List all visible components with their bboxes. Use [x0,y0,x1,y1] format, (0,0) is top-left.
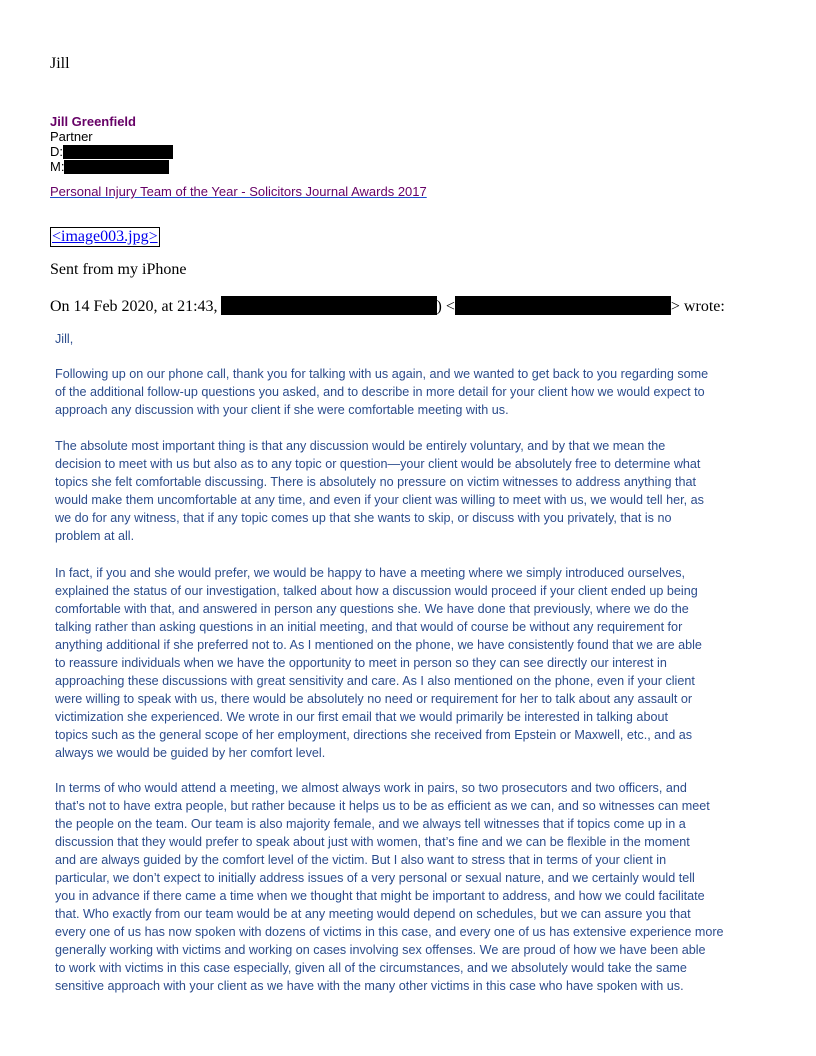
award-link[interactable]: Personal Injury Team of the Year - Solicitors Journal Awards 2017 [50,184,427,199]
paragraph-line: would make them uncomfortable at any time, and even if your client was willing to meet with us, we would tell her, as [55,493,704,507]
direct-label: D: [50,144,63,159]
paragraph-line: talking rather than asking questions in an initial meeting, and that would of course be without any requirement for [55,620,683,634]
paragraph-line: of the additional follow-up questions you asked, and to describe in more detail for your client how we would expect to [55,385,705,399]
paragraph-line: you in advance if there came a time when we thought that might be important to address, and how we could facilitate [55,889,705,903]
paragraph-line: problem at all. [55,529,135,543]
paragraph-line: that. Who exactly from our team would be at any meeting would depend on schedules, but we can assure you that [55,907,691,921]
email-greeting: Jill, [55,332,74,346]
email-paragraph [55,779,724,995]
signature-direct-line [50,144,173,159]
paragraph-line: generally working with victims and working on cases involving sex offenses. We are proud of how we have been able [55,943,706,957]
paragraph-line: and are always guided by the comfort level of the victim. But I also want to stress that in terms of your client in [55,853,667,867]
email-paragraph [55,564,702,762]
email-paragraph [55,437,704,545]
paragraph-line: that’s not to have extra people, but rather because it helps us to be as efficient as we can, and so witnesses can meet [55,799,710,813]
quote-header-prefix: On 14 Feb 2020, at 21:43, [50,298,218,315]
paragraph-line: every one of us has now spoken with dozens of victims in this case, and every one of us has extensive experience more [55,925,724,939]
paragraph-line: sensitive approach with your client as we have with the many other victims in this case who have spoken with us. [55,979,684,993]
quote-header [50,296,725,316]
paragraph-line: the people on the team. Our team is also majority female, and we always tell witnesses that if topics come up in a [55,817,686,831]
paragraph-line: approach any discussion with your client if she were comfortable meeting with us. [55,403,509,417]
paragraph-line: explained the status of our investigation, talked about how a discussion would proceed if your client ended up being [55,584,698,598]
paragraph-line: approaching these discussions with great sensitivity and care. As I also mentioned on the phone, even if your client [55,674,695,688]
email-paragraph [55,365,708,419]
paragraph-line: we do for any witness, that if any topic comes up that she wants to skip, or discuss with you privately, that is no [55,511,672,525]
redaction-box [63,145,173,159]
paragraph-line: comfortable with that, and answered in person any questions she. We have done that previously, where we do the [55,602,689,616]
paragraph-line: always we would be guided by her comfort level. [55,746,326,760]
paragraph-line: were willing to speak with us, there would be absolutely no need or requirement for her to talk about any assault or [55,692,693,706]
paragraph-line: topics such as the general scope of her employment, directions she received from Epstein or Maxwell, etc., and as [55,728,692,742]
paragraph-line: In fact, if you and she would prefer, we would be happy to have a meeting where we simply introduced ourselves, [55,566,686,580]
signature-name: Jill Greenfield [50,114,136,129]
paragraph-line: particular, we don’t expect to initially address issues of a very personal or sexual nature, and we certainly would tell [55,871,695,885]
image-attachment-link[interactable]: <image003.jpg> [52,228,158,245]
reply-text: Jill [50,55,70,72]
redaction-box [64,160,169,174]
email-signature [50,114,173,174]
redaction-box [455,296,671,315]
mobile-label: M: [50,159,65,174]
paragraph-line: The absolute most important thing is that any discussion would be entirely voluntary, and by that we mean the [55,439,666,453]
paragraph-line: anything additional if she preferred not to. As I mentioned on the phone, we have consistently found that we are able [55,638,702,652]
signature-mobile-line [50,159,173,174]
paragraph-line: victimization she experienced. We wrote in our first email that we would primarily be interested in talking about [55,710,668,724]
paragraph-line: discussion that they would prefer to speak about just with women, that’s fine and we can be flexible in the moment [55,835,690,849]
paragraph-line: to reassure individuals when we have the opportunity to meet in person so they can see directly our interest in [55,656,667,670]
paragraph-line: In terms of who would attend a meeting, we almost always work in pairs, so two prosecutors and two officers, and [55,781,687,795]
paragraph-line: Following up on our phone call, thank you for talking with us again, and we wanted to get back to you regarding some [55,367,709,381]
paragraph-line: topics she felt comfortable discussing. There is absolutely no pressure on victim witnesses to address anything that [55,475,696,489]
paragraph-line: decision to meet with us but also as to any topic or question—your client would be absolutely free to determine what [55,457,701,471]
signature-title: Partner [50,129,93,144]
quote-header-suffix: > wrote: [670,298,725,315]
sent-from-text: Sent from my iPhone [50,261,187,278]
quote-header-mid: ) < [436,298,455,315]
redaction-box [221,296,437,315]
paragraph-line: to work with victims in this case especially, given all of the circumstances, and we absolutely would take the same [55,961,687,975]
